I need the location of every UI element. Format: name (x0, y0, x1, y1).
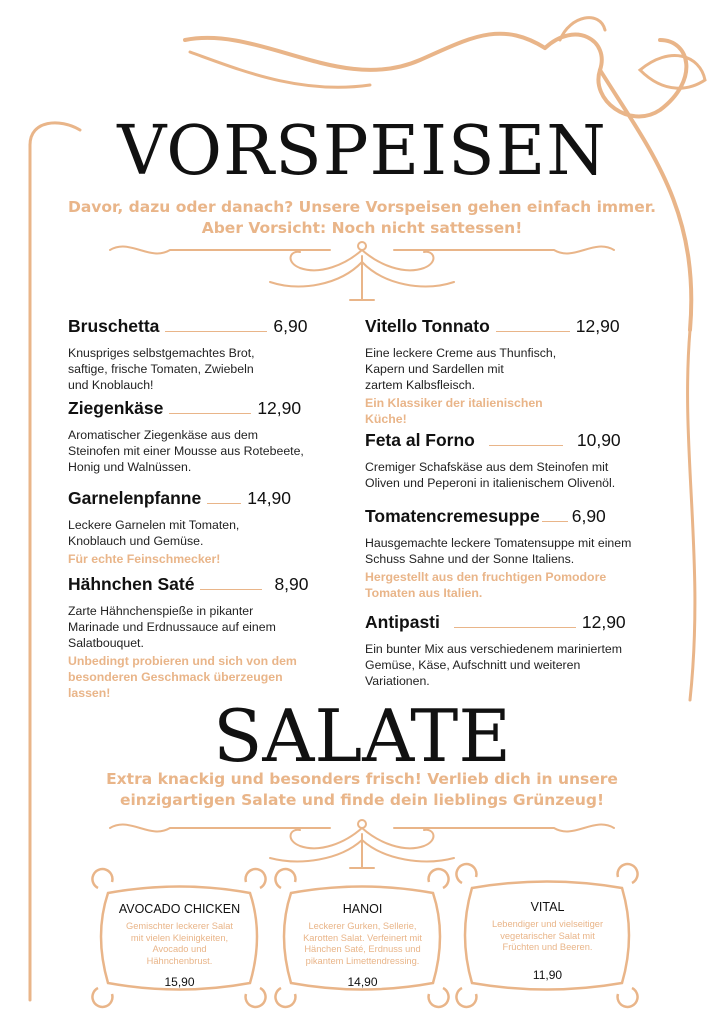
desc-line: Zarte Hähnchenspieße in pikanter (68, 604, 254, 618)
item-price: 12,90 (581, 612, 626, 632)
salad-price: 11,90 (532, 967, 563, 982)
item-name: Antipasti (365, 612, 440, 632)
item-name: Vitello Tonnato (365, 316, 490, 336)
item-name: Ziegenkäse (68, 398, 164, 418)
salad-description (285, 921, 440, 967)
menu-item-vitello-tonnato (365, 316, 665, 427)
note-line: Hergestellt aus den fruchtigen Pomodore (365, 570, 607, 584)
desc-line: Schuss Sahne und der Sonne Italiens. (365, 552, 575, 566)
leader-line (207, 503, 241, 504)
item-name: Tomatencremesuppe (365, 506, 540, 526)
desc-line: Eine leckere Creme aus Thunfisch, (365, 346, 557, 360)
item-name: Hähnchen Saté (68, 574, 195, 594)
desc-line: saftige, frische Tomaten, Zwiebeln (68, 362, 254, 376)
item-price: 10,90 (576, 430, 621, 450)
salad-card-hanoi (285, 902, 440, 989)
item-description (68, 427, 358, 475)
desc-line: Oliven und Peperoni in italienischem Olivenöl. (365, 476, 616, 490)
item-name: Feta al Forno (365, 430, 475, 450)
desc-line: Variationen. (365, 674, 430, 688)
section-subtitle-starters (40, 197, 684, 239)
desc-line: Kapern und Sardellen mit (365, 362, 504, 376)
subtitle-line: einzigartigen Salate und finde dein lieblings Grünzeug! (119, 791, 605, 809)
desc-line: Salatbouquet. (68, 636, 144, 650)
desc-line: Marinade und Erdnussauce auf einem (68, 620, 276, 634)
menu-item-haehnchen-sate (68, 574, 358, 701)
menu-item-ziegenkaese (68, 398, 358, 475)
note-line: Küche! (365, 412, 407, 426)
item-name: Bruschetta (68, 316, 160, 336)
desc-line: vegetarischer Salat mit (500, 930, 595, 941)
item-price: 14,90 (247, 488, 292, 508)
section-subtitle-salads (40, 769, 684, 811)
note-line: Für echte Feinschmecker! (68, 552, 221, 566)
note-line: besonderen Geschmack überzeugen (68, 670, 283, 684)
item-description (365, 459, 685, 491)
item-note (365, 395, 665, 427)
desc-line: Karotten Salat. Verfeinert mit (303, 932, 422, 943)
item-description (68, 345, 330, 393)
desc-line: mit vielen Kleinigkeiten, (130, 932, 229, 943)
leader-line (169, 413, 251, 414)
item-description (365, 345, 665, 393)
item-price: 12,90 (257, 398, 302, 418)
item-price: 6,90 (571, 506, 606, 526)
leader-line (200, 589, 262, 590)
item-description (365, 535, 685, 567)
salad-description (470, 919, 625, 954)
menu-item-bruschetta (68, 316, 330, 393)
desc-line: Cremiger Schafskäse aus dem Steinofen mit (365, 460, 609, 474)
item-price: 8,90 (274, 574, 309, 594)
salad-price: 14,90 (347, 975, 378, 989)
subtitle-line: Aber Vorsicht: Noch nicht sattessen! (201, 219, 523, 237)
desc-line: Früchten und Beeren. (502, 942, 593, 952)
menu-item-antipasti (365, 612, 685, 689)
item-note (68, 551, 358, 567)
desc-line: Gemüse, Käse, Aufschnitt und weiteren (365, 658, 581, 672)
note-line: Ein Klassiker der italienischen (365, 396, 543, 410)
desc-line: Gemischter leckerer Salat (126, 921, 233, 931)
desc-line: Lebendiger und vielseitiger (491, 919, 604, 929)
desc-line: Aromatischer Ziegenkäse aus dem (68, 428, 259, 442)
desc-line: Hänchen Saté, Erdnuss und (304, 944, 421, 954)
desc-line: Knuspriges selbstgemachtes Brot, (68, 346, 255, 360)
desc-line: Leckerer Gurken, Sellerie, (308, 921, 417, 931)
section-title-salads: SALATE (213, 694, 511, 778)
desc-line: Hähnchenbrust. (146, 955, 213, 966)
menu-item-feta-al-forno (365, 430, 685, 491)
item-description (68, 603, 358, 651)
desc-line: Honig und Walnüssen. (68, 460, 192, 474)
leader-line (496, 331, 570, 332)
salad-price: 15,90 (164, 975, 195, 989)
menu-item-tomatencremesuppe (365, 506, 685, 601)
item-description (365, 641, 685, 689)
desc-line: Avocado und (152, 944, 207, 954)
salad-card-avocado-chicken (102, 902, 257, 989)
desc-line: Steinofen mit einer Mousse aus Rotebeete, (68, 444, 304, 458)
leader-line (542, 521, 568, 522)
item-description (68, 517, 358, 549)
item-price: 12,90 (575, 316, 620, 336)
salad-name: VITAL (530, 900, 565, 914)
leader-line (454, 627, 576, 628)
desc-line: zartem Kalbsfleisch. (365, 378, 476, 392)
note-line: lassen! (68, 686, 111, 700)
desc-line: Leckere Garnelen mit Tomaten, (68, 518, 240, 532)
salad-name: AVOCADO CHICKEN (118, 902, 241, 916)
desc-line: Ein bunter Mix aus verschiedenem mariniertem (365, 642, 622, 656)
salad-name: HANOI (342, 902, 383, 916)
desc-line: und Knoblauch! (68, 378, 154, 392)
desc-line: Hausgemachte leckere Tomatensuppe mit einem (365, 536, 632, 550)
section-title-starters: VORSPEISEN (117, 112, 607, 191)
desc-line: Knoblauch und Gemüse. (68, 534, 204, 548)
subtitle-line: Extra knackig und besonders frisch! Verlieb dich in unsere (106, 770, 618, 788)
desc-line: pikantem Limettendressing. (305, 955, 420, 966)
item-name: Garnelenpfanne (68, 488, 202, 508)
item-note (365, 569, 685, 601)
note-line: Tomaten aus Italien. (365, 586, 483, 600)
leader-line (489, 445, 563, 446)
item-price: 6,90 (273, 316, 308, 336)
subtitle-line: Davor, dazu oder danach? Unsere Vorspeisen gehen einfach immer. (67, 198, 657, 216)
menu-item-garnelenpfanne (68, 488, 358, 567)
leader-line (165, 331, 267, 332)
salad-card-vital (470, 900, 625, 982)
note-line: Unbedingt probieren und sich von dem (68, 654, 297, 668)
salad-description (102, 921, 257, 967)
